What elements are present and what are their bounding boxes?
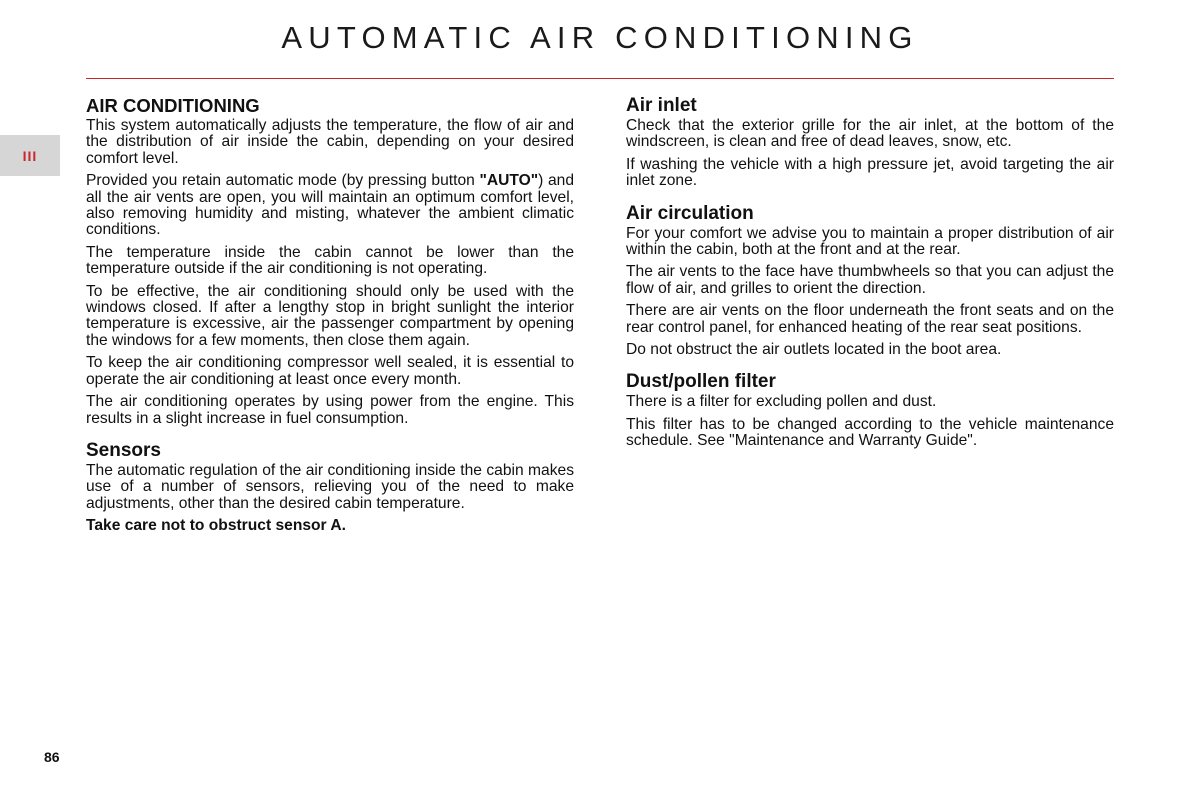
chapter-tab: III [0,135,60,176]
section-heading-sensors: Sensors [86,439,161,461]
paragraph: Check that the exterior grille for the air inlet, at the bottom of the windscreen, is clean and free of dead leaves, snow, etc. [626,117,1114,151]
paragraph: If washing the vehicle with a high pressure jet, avoid targeting the air inlet zone. [626,155,1114,190]
paragraph: There is a filter for excluding pollen and dust. [626,393,937,411]
right-column [626,94,1114,456]
paragraph: There are air vents on the floor underneath the front seats and on the rear control panel, for enhanced heating of the rear seat positions. [626,302,1114,336]
paragraph: This system automatically adjusts the temperature, the flow of air and the distribution of air inside the cabin, depending on your desired comfort level. [86,117,574,167]
section-heading-air-conditioning: AIR CONDITIONING [86,95,260,116]
page-title: AUTOMATIC AIR CONDITIONING [281,20,919,55]
paragraph [86,173,574,239]
paragraph: The air conditioning operates by using power from the engine. This results in a slight increase in fuel consumption. [86,393,574,427]
title-divider [86,78,1114,79]
paragraph-text: ) and all the air vents are open, you will maintain an optimum comfort level, also removing humidity and misting, whatever the ambient climatic conditions. [86,172,574,239]
paragraph-text: Provided you retain automatic mode (by pressing button [86,172,480,190]
paragraph: The temperature inside the cabin cannot be lower than the temperature outside if the air conditioning is not operating. [86,243,574,278]
page-number: 86 [44,749,60,765]
paragraph: For your comfort we advise you to maintain a proper distribution of air within the cabin, both at the front and at the rear. [626,224,1114,259]
paragraph: To be effective, the air conditioning should only be used with the windows closed. If after a lengthy stop in bright sunlight the interior temperature is excessive, air the passenger compartment by opening the windows for a few moments, then close them again. [86,282,574,349]
paragraph: To keep the air conditioning compressor well sealed, it is essential to operate the air conditioning at least once every month. [86,354,574,388]
paragraph: The automatic regulation of the air conditioning inside the cabin makes use of a number of sensors, relieving you of the need to make adjustments, other than the desired cabin temperature. [86,461,574,512]
warning-note: Take care not to obstruct sensor A. [86,517,346,535]
paragraph: The air vents to the face have thumbwheels so that you can adjust the flow of air, and grilles to orient the direction. [626,263,1114,297]
section-heading-dust-pollen-filter: Dust/pollen filter [626,371,776,393]
section-heading-air-inlet: Air inlet [626,95,697,116]
left-column [86,94,574,541]
auto-button-reference: "AUTO" [479,172,539,190]
section-heading-air-circulation: Air circulation [626,202,754,224]
paragraph: Do not obstruct the air outlets located in the boot area. [626,341,1002,359]
paragraph: This filter has to be changed according to the vehicle maintenance schedule. See "Maintenance and Warranty Guide". [626,415,1114,450]
